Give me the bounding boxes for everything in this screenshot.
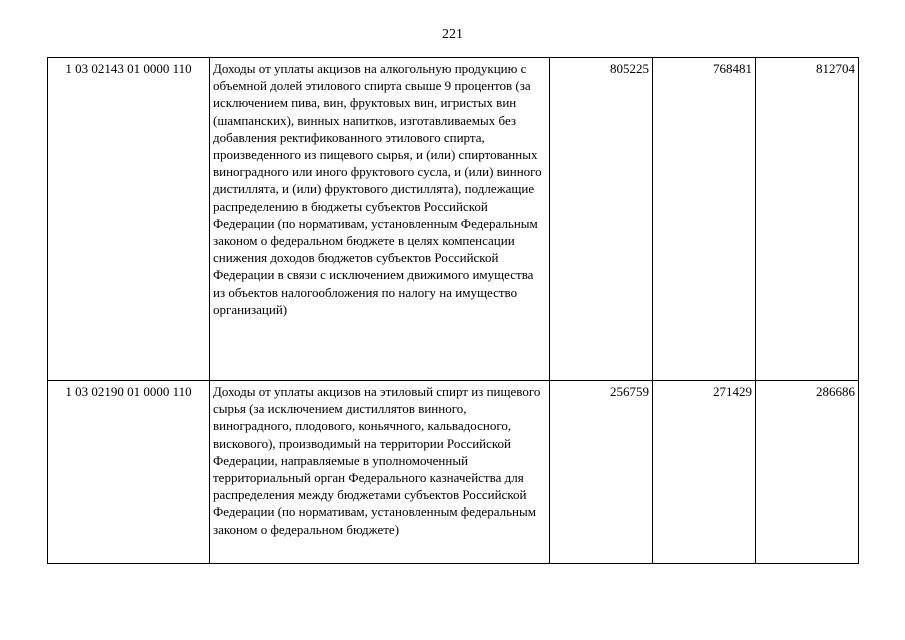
amount-year-3: 812704 — [756, 58, 859, 381]
amount-year-1: 256759 — [550, 381, 653, 564]
revenue-description: Доходы от уплаты акцизов на алкогольную продукцию с объемной долей этилового спирта свыше 9 процентов (за исключением пива, вин, фруктовых вин, игристых вин (шампанских), винных напитков, изготавливаемых без добавления ректификованного этилового спирта, произведенного из пищевого сырья, и (или) спиртованных виноградного или иного фруктового сусла, и (или) винного дистиллята, и (или) фруктового дистиллята), подлежащие распределению в бюджеты субъектов Российской Федерации (по нормативам, установленным Федеральным законом о федеральном бюджете в целях компенсации снижения доходов бюджетов субъектов Российской Федерации в связи с исключением движимого имущества из объектов налогообложения по налогу на имущество организаций) — [210, 58, 550, 381]
table-row — [48, 58, 859, 381]
amount-year-2: 271429 — [653, 381, 756, 564]
budget-classification-code: 1 03 02190 01 0000 110 — [48, 381, 210, 564]
table-row — [48, 381, 859, 564]
amount-year-3: 286686 — [756, 381, 859, 564]
amount-year-1: 805225 — [550, 58, 653, 381]
page-number: 221 — [442, 27, 463, 42]
revenue-description: Доходы от уплаты акцизов на этиловый спирт из пищевого сырья (за исключением дистиллятов винного, виноградного, плодового, коньячного, кальвадосного, вискового), производимый на территории Российской Федерации, направляемые в уполномоченный территориальный орган Федерального казначейства для распределения между бюджетами субъектов Российской Федерации (по нормативам, установленным федеральным законом о федеральном бюджете) — [210, 381, 550, 564]
budget-revenue-table — [47, 57, 859, 564]
amount-year-2: 768481 — [653, 58, 756, 381]
budget-classification-code: 1 03 02143 01 0000 110 — [48, 58, 210, 381]
